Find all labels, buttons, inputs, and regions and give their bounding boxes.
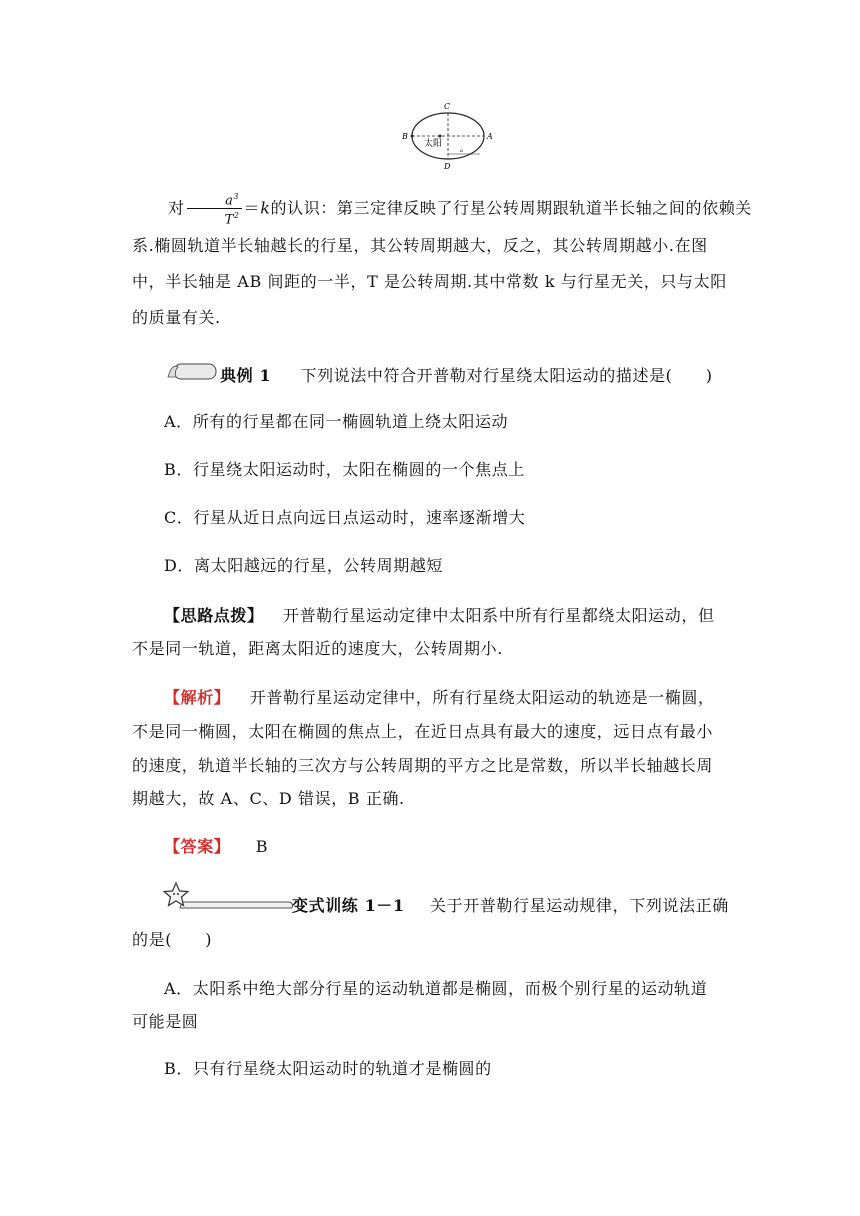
label-a-small: a bbox=[460, 148, 463, 154]
example1-label: 典例 1 bbox=[220, 366, 272, 385]
hint-text-1: 开普勒行星运动定律中太阳系中所有行星都绕太阳运动，但 bbox=[282, 606, 715, 625]
intro-line-2: 系.椭圆轨道半长轴越长的行星，其公转周期越大，反之，其公转周期越小.在图 bbox=[132, 235, 708, 255]
label-a: A bbox=[487, 132, 493, 141]
analysis-line-4: 期越大，故 A、C、D 错误，B 正确. bbox=[132, 789, 405, 808]
intro-line-1 bbox=[132, 190, 752, 228]
intro-paragraph bbox=[132, 190, 752, 336]
formula-prefix: 对 bbox=[168, 198, 185, 218]
variant-line-1 bbox=[292, 894, 729, 918]
intro-line-1-text: 的认识：第三定律反映了行星公转周期跟轨道半长轴之间的依赖关 bbox=[270, 198, 752, 218]
kepler-fraction bbox=[187, 190, 242, 228]
analysis-line-3: 的速度，轨道半长轴的三次方与公转周期的平方之比是常数，所以半长轴越长周 bbox=[132, 756, 714, 775]
analysis-line-2: 不是同一椭圆，太阳在椭圆的焦点上，在近日点具有最大的速度，远日点有最小 bbox=[132, 722, 714, 741]
example-badge-icon bbox=[164, 361, 218, 383]
intro-line-3: 中，半长轴是 AB 间距的一半，T 是公转周期.其中常数 k 与行星无关，只与太阳 bbox=[132, 271, 727, 291]
variant-question-1: 关于开普勒行星运动规律，下列说法正确 bbox=[430, 896, 729, 915]
answer-line bbox=[164, 835, 268, 859]
option-b: B．行星绕太阳运动时，太阳在椭圆的一个焦点上 bbox=[164, 460, 525, 479]
hint-label: 【思路点拨】 bbox=[164, 606, 264, 625]
label-d: D bbox=[444, 162, 451, 171]
star-badge-icon bbox=[160, 880, 294, 914]
variant-option-a-line-2: 可能是圆 bbox=[132, 1012, 199, 1031]
analysis-line-1 bbox=[164, 686, 715, 710]
answer-label: 【答案】 bbox=[164, 837, 231, 856]
analysis-text-1: 开普勒行星运动定律中，所有行星绕太阳运动的轨迹是一椭圆， bbox=[249, 688, 715, 707]
fraction-denominator: T bbox=[224, 212, 234, 228]
label-c: C bbox=[444, 102, 451, 111]
formula-equals: ＝ bbox=[243, 198, 261, 218]
numerator-exponent: 3 bbox=[233, 192, 240, 201]
variant-label: 变式训练 1－1 bbox=[292, 896, 405, 915]
orbit-diagram bbox=[398, 96, 498, 176]
variant-option-b: B．只有行星绕太阳运动时的轨道才是椭圆的 bbox=[164, 1059, 492, 1078]
sun-dot bbox=[439, 135, 442, 138]
example1-question: 下列说法中符合开普勒对行星绕太阳运动的描述是( ) bbox=[300, 366, 713, 385]
example1-question-line bbox=[220, 364, 713, 388]
formula-k: k bbox=[260, 198, 271, 218]
analysis-label: 【解析】 bbox=[164, 688, 231, 707]
sun-label: 太阳 bbox=[424, 139, 443, 149]
hint-line-1 bbox=[164, 604, 715, 628]
variant-line-2: 的是( ) bbox=[132, 930, 213, 949]
option-a: A．所有的行星都在同一椭圆轨道上绕太阳运动 bbox=[164, 412, 509, 431]
intro-line-4: 的质量有关. bbox=[132, 307, 221, 327]
denominator-exponent: 2 bbox=[233, 211, 240, 221]
planet-dot-left bbox=[411, 135, 414, 138]
label-b: B bbox=[402, 132, 408, 141]
option-d: D．离太阳越远的行星，公转周期越短 bbox=[164, 556, 444, 575]
fraction-numerator: a bbox=[225, 193, 234, 209]
option-c: C．行星从近日点向远日点运动时，速率逐渐增大 bbox=[164, 508, 526, 527]
answer-value: B bbox=[255, 837, 269, 856]
hint-line-2: 不是同一轨道，距离太阳近的速度大，公转周期小. bbox=[132, 639, 503, 658]
variant-option-a-line-1: A．太阳系中绝大部分行星的运动轨道都是椭圆，而极个别行星的运动轨道 bbox=[164, 979, 708, 998]
